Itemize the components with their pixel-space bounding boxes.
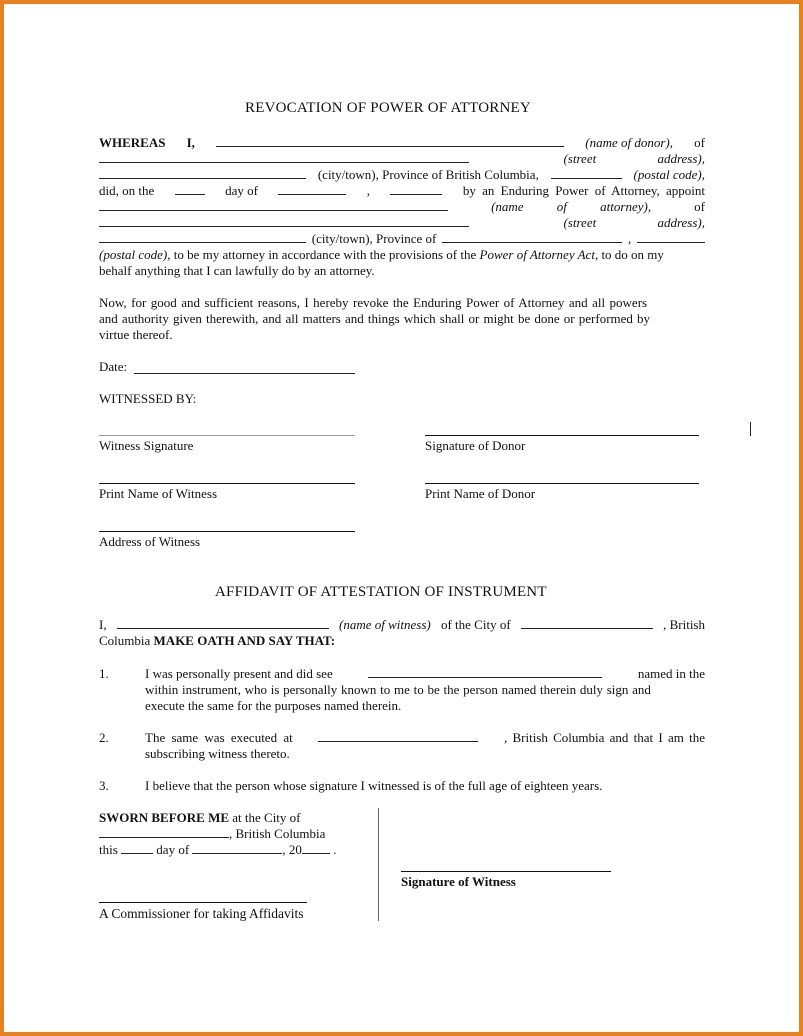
whereas-line-9: behalf anything that I can lawfully do by an attorney. — [99, 263, 375, 278]
of-the-city-of: of the City of — [440, 617, 511, 632]
commissioner-label: A Commissioner for taking Affidavits — [99, 906, 304, 921]
commissioner-line[interactable] — [99, 902, 307, 903]
whereas-line-3 — [99, 167, 705, 183]
donor-street-hint: (street address), — [563, 151, 705, 166]
affidavit-title: AFFIDAVIT OF ATTESTATION OF INSTRUMENT — [215, 584, 547, 600]
month-blank[interactable] — [278, 183, 346, 195]
comma-2: , — [627, 231, 632, 246]
donor-street-blank[interactable] — [99, 151, 469, 163]
affidavit-line-1 — [99, 617, 705, 633]
attorney-name-blank[interactable] — [99, 199, 448, 211]
comma: , — [366, 183, 371, 198]
affidavit-i: I, — [99, 617, 107, 632]
affidavit-line-2 — [99, 633, 335, 649]
item-2-place-blank[interactable] — [318, 730, 478, 742]
item-1-text-a: I was personally present and did see — [145, 666, 333, 681]
sworn-year-blank[interactable] — [302, 842, 330, 854]
item-1-number: 1. — [99, 666, 109, 681]
sworn-line-2 — [99, 826, 325, 842]
donor-postal-hint: (postal code), — [633, 167, 705, 182]
donor-name-blank[interactable] — [216, 135, 564, 147]
whereas-of: of — [694, 135, 705, 150]
sig-witness-label: Signature of Witness — [401, 874, 516, 889]
witness-name-line[interactable] — [99, 483, 355, 484]
document-title: REVOCATION OF POWER OF ATTORNEY — [245, 100, 531, 116]
sworn-before-me: SWORN BEFORE ME — [99, 810, 230, 825]
witnessed-by: WITNESSED BY: — [99, 391, 197, 406]
date-label: Date: — [99, 359, 128, 374]
revoke-line-1: Now, for good and sufficient reasons, I hereby revoke the Enduring Power of Attorney and all powers — [99, 295, 648, 310]
item-3-line-1: I believe that the person whose signature I witnessed is of the full age of eighteen years. — [145, 778, 603, 793]
witness-name-label: Print Name of Witness — [99, 486, 218, 501]
columbia: Columbia — [99, 633, 154, 648]
item-2-number: 2. — [99, 730, 109, 745]
revoke-line-3: virtue thereof. — [99, 327, 173, 342]
donor-city-blank[interactable] — [99, 167, 306, 179]
item-1-text-b: named in the — [637, 666, 705, 681]
whereas-line-1 — [99, 135, 705, 151]
item-1-person-blank[interactable] — [368, 666, 602, 678]
british-columbia: , British Columbia — [229, 826, 326, 841]
whereas-line-2 — [99, 151, 705, 167]
sworn-line-1 — [99, 810, 301, 826]
sworn-city-blank[interactable] — [99, 826, 229, 838]
sig-witness-line[interactable] — [401, 871, 611, 872]
attorney-postal-hint: (postal code), — [99, 247, 171, 262]
witness-address-line[interactable] — [99, 531, 355, 532]
item-2-line-2: subscribing witness thereto. — [145, 746, 290, 761]
donor-name-label: Print Name of Donor — [425, 486, 536, 501]
donor-name-line[interactable] — [425, 483, 699, 484]
donor-signature-label: Signature of Donor — [425, 438, 526, 453]
sworn-day-blank[interactable] — [121, 842, 153, 854]
city-blank[interactable] — [521, 617, 653, 629]
whereas-label: WHEREAS — [99, 135, 166, 150]
sworn-month-blank[interactable] — [192, 842, 282, 854]
donor-name-hint: (name of donor), — [585, 135, 673, 150]
whereas-line-6 — [99, 215, 705, 231]
attorney-provisions: to be my attorney in accordance with the provisions of the — [170, 247, 480, 262]
text-cursor — [750, 422, 751, 436]
item-1-line-1 — [145, 666, 705, 682]
item-2-text-b: , British Columbia and that I am the — [503, 730, 705, 745]
witness-signature-label: Witness Signature — [99, 438, 194, 453]
attorney-postal-blank[interactable] — [637, 231, 705, 243]
day-blank[interactable] — [175, 183, 205, 195]
attorney-city-province: (city/town), Province of — [311, 231, 437, 246]
whereas-line-8 — [99, 247, 664, 263]
attorney-street-hint: (street address), — [563, 215, 705, 230]
make-oath: MAKE OATH AND SAY THAT: — [153, 633, 336, 648]
act-name: Power of Attorney Act — [479, 247, 595, 262]
whereas-line-7 — [99, 231, 705, 247]
item-1-line-3: execute the same for the purposes named therein. — [145, 698, 402, 713]
item-3-number: 3. — [99, 778, 109, 793]
date-line[interactable] — [134, 373, 355, 374]
whereas-line-5 — [99, 199, 705, 215]
attorney-city-blank[interactable] — [99, 231, 306, 243]
sworn-line-3 — [99, 842, 336, 858]
revoke-line-2: and authority given therewith, and all matters and things which shall or might be done or performed by — [99, 311, 651, 326]
british: , British — [663, 617, 705, 632]
sworn-divider — [378, 808, 379, 921]
donor-city-province: (city/town), Province of British Columbia, — [317, 167, 539, 182]
item-2-text-a: The same was executed at — [145, 730, 293, 745]
attorney-of: of — [694, 199, 705, 214]
donor-postal-blank[interactable] — [551, 167, 622, 179]
witness-name-blank[interactable] — [117, 617, 329, 629]
to-do-on-my: , to do on my — [594, 247, 664, 262]
period: . — [333, 842, 337, 857]
at-the-city-of: at the City of — [229, 810, 301, 825]
whereas-line-4 — [99, 183, 705, 199]
witness-signature-line[interactable] — [99, 435, 355, 436]
attorney-province-blank[interactable] — [442, 231, 622, 243]
whereas-i: I, — [186, 135, 195, 150]
item-1-line-2: within instrument, who is personally known to me to be the person named therein duly sign and — [145, 682, 651, 697]
this: this — [99, 842, 118, 857]
year-blank[interactable] — [390, 183, 442, 195]
document — [4, 4, 799, 1032]
did-on-the: did, on the — [99, 183, 155, 198]
twenty: , 20 — [282, 842, 302, 857]
witness-address-label: Address of Witness — [99, 534, 201, 549]
day-of-2: day of — [156, 842, 190, 857]
donor-signature-line[interactable] — [425, 435, 699, 436]
day-of: day of — [225, 183, 258, 198]
witness-name-hint: (name of witness) — [339, 617, 431, 632]
attorney-name-hint: (name of attorney), — [491, 199, 652, 214]
appoint-text: by an Enduring Power of Attorney, appoint — [462, 183, 705, 198]
attorney-street-blank[interactable] — [99, 215, 469, 227]
item-2-line-1 — [145, 730, 705, 746]
